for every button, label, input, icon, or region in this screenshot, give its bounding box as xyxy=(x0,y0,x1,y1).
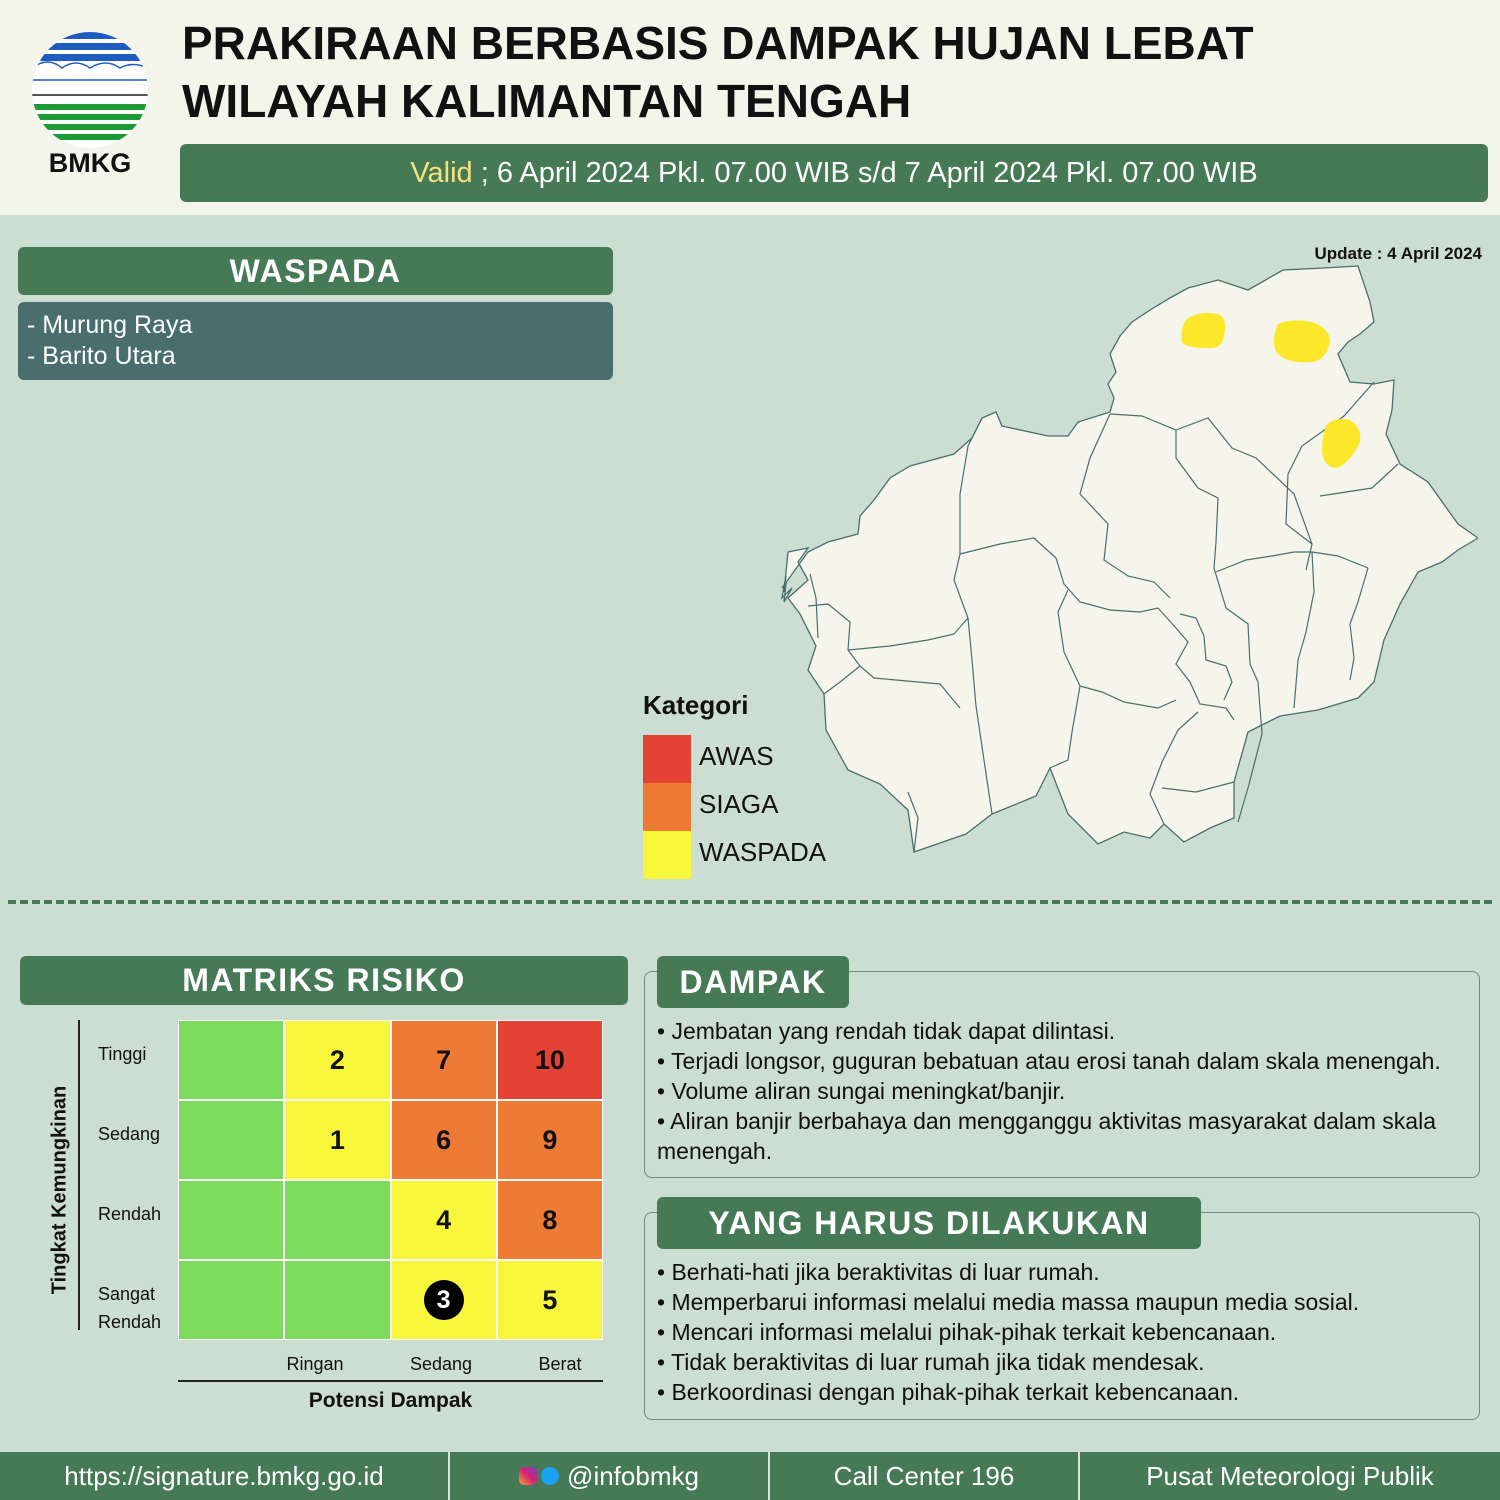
matrix-cell: 10 xyxy=(498,1021,602,1099)
valid-period: ; 6 April 2024 Pkl. 07.00 WIB s/d 7 April 2024 Pkl. 07.00 WIB xyxy=(472,157,1258,189)
legend-label-siaga: SIAGA xyxy=(699,789,779,819)
kalimantan-tengah-map xyxy=(778,262,1478,868)
province-shape xyxy=(782,266,1478,852)
dampak-item: • Volume aliran sungai meningkat/banjir. xyxy=(657,1078,1066,1104)
row-label-sedang: Sedang xyxy=(98,1124,161,1144)
valid-label: Valid xyxy=(410,157,473,189)
dampak-item: • Aliran banjir berbahaya dan mengganggu aktivitas masyarakat dalam skala menengah. xyxy=(657,1108,1437,1164)
alert-zone-barito-utara-north xyxy=(1274,320,1330,362)
call-center: Call Center 196 xyxy=(770,1452,1080,1500)
matrix-cell-highlighted xyxy=(392,1261,496,1339)
bmkg-logo xyxy=(28,28,152,188)
risk-matrix-grid xyxy=(178,1020,603,1340)
action-item: • Berkoordinasi dengan pihak-pihak terkait kebencanaan. xyxy=(657,1379,1240,1405)
legend-swatch-siaga xyxy=(643,783,691,831)
x-axis-title: Potensi Dampak xyxy=(308,1389,473,1412)
footer xyxy=(0,1452,1500,1500)
matrix-cell: 1 xyxy=(285,1101,389,1179)
dampak-item: • Jembatan yang rendah tidak dapat dilintasi. xyxy=(657,1018,1116,1044)
row-label-sangat-rendah: Sangat Rendah xyxy=(98,1284,162,1332)
legend-title: Kategori xyxy=(643,690,749,720)
legend-label-awas: AWAS xyxy=(699,741,774,771)
matrix-cell: 8 xyxy=(498,1181,602,1259)
action-item: • Memperbarui informasi melalui media massa maupun media sosial. xyxy=(657,1289,1360,1315)
waspada-heading: WASPADA xyxy=(18,247,613,295)
validity-bar xyxy=(180,144,1488,202)
matrix-cell: 7 xyxy=(392,1021,496,1099)
logo-text: BMKG xyxy=(48,148,132,178)
instagram-icon xyxy=(519,1467,537,1485)
dampak-item: • Terjadi longsor, guguran bebatuan atau erosi tanah dalam skala menengah. xyxy=(657,1048,1441,1074)
y-axis-line xyxy=(78,1020,80,1330)
social-link[interactable] xyxy=(450,1452,770,1500)
header xyxy=(0,0,1500,215)
highlight-circle: 3 xyxy=(424,1280,464,1320)
y-axis-title xyxy=(45,1085,75,1295)
action-item: • Berhati-hati jika beraktivitas di luar rumah. xyxy=(657,1259,1100,1285)
matrix-cell xyxy=(285,1261,389,1339)
action-list xyxy=(657,1257,1472,1407)
matrix-cell xyxy=(179,1021,283,1099)
dampak-heading: DAMPAK xyxy=(657,956,849,1008)
x-axis-line xyxy=(178,1380,603,1382)
matrix-cell: 9 xyxy=(498,1101,602,1179)
matrix-cell xyxy=(179,1101,283,1179)
organization-name: Pusat Meteorologi Publik xyxy=(1146,1461,1434,1491)
twitter-icon xyxy=(541,1467,559,1485)
col-label-sedang: Sedang xyxy=(409,1354,473,1374)
bmkg-emblem-icon xyxy=(28,28,152,148)
matrix-heading: MATRIKS RISIKO xyxy=(20,956,628,1005)
col-label-berat: Berat xyxy=(538,1354,582,1374)
title-line-2: WILAYAH KALIMANTAN TENGAH xyxy=(182,75,912,127)
legend-swatch-waspada xyxy=(643,831,691,879)
matrix-cell: 6 xyxy=(392,1101,496,1179)
action-item: • Mencari informasi melalui pihak-pihak terkait kebencanaan. xyxy=(657,1319,1277,1345)
legend-label-waspada: WASPADA xyxy=(699,837,827,867)
y-axis-title-text: Tingkat Kemungkinan xyxy=(48,1085,71,1295)
update-date: Update : 4 April 2024 xyxy=(1314,244,1482,263)
row-label-tinggi: Tinggi xyxy=(98,1044,147,1064)
matrix-cell xyxy=(285,1181,389,1259)
row-label-rendah: Rendah xyxy=(98,1204,162,1224)
title-line-1: PRAKIRAAN BERBASIS DAMPAK HUJAN LEBAT xyxy=(182,17,1254,69)
matrix-cell xyxy=(179,1181,283,1259)
action-item: • Tidak beraktivitas di luar rumah jika tidak mendesak. xyxy=(657,1349,1205,1375)
website-link[interactable]: https://signature.bmkg.go.id xyxy=(0,1452,450,1500)
section-divider xyxy=(8,900,1492,904)
dampak-list xyxy=(657,1016,1472,1166)
matrix-cell: 5 xyxy=(498,1261,602,1339)
col-label-ringan: Ringan xyxy=(286,1354,344,1374)
area-item: - Murung Raya xyxy=(27,311,193,339)
area-item: - Barito Utara xyxy=(27,342,176,370)
social-handle: @infobmkg xyxy=(567,1461,699,1491)
action-heading: YANG HARUS DILAKUKAN xyxy=(657,1197,1201,1249)
matrix-cell xyxy=(179,1261,283,1339)
matrix-cell: 2 xyxy=(285,1021,389,1099)
legend-swatch-awas xyxy=(643,735,691,783)
matrix-cell: 4 xyxy=(392,1181,496,1259)
page-title xyxy=(182,14,1472,130)
waspada-area-list xyxy=(18,302,613,380)
